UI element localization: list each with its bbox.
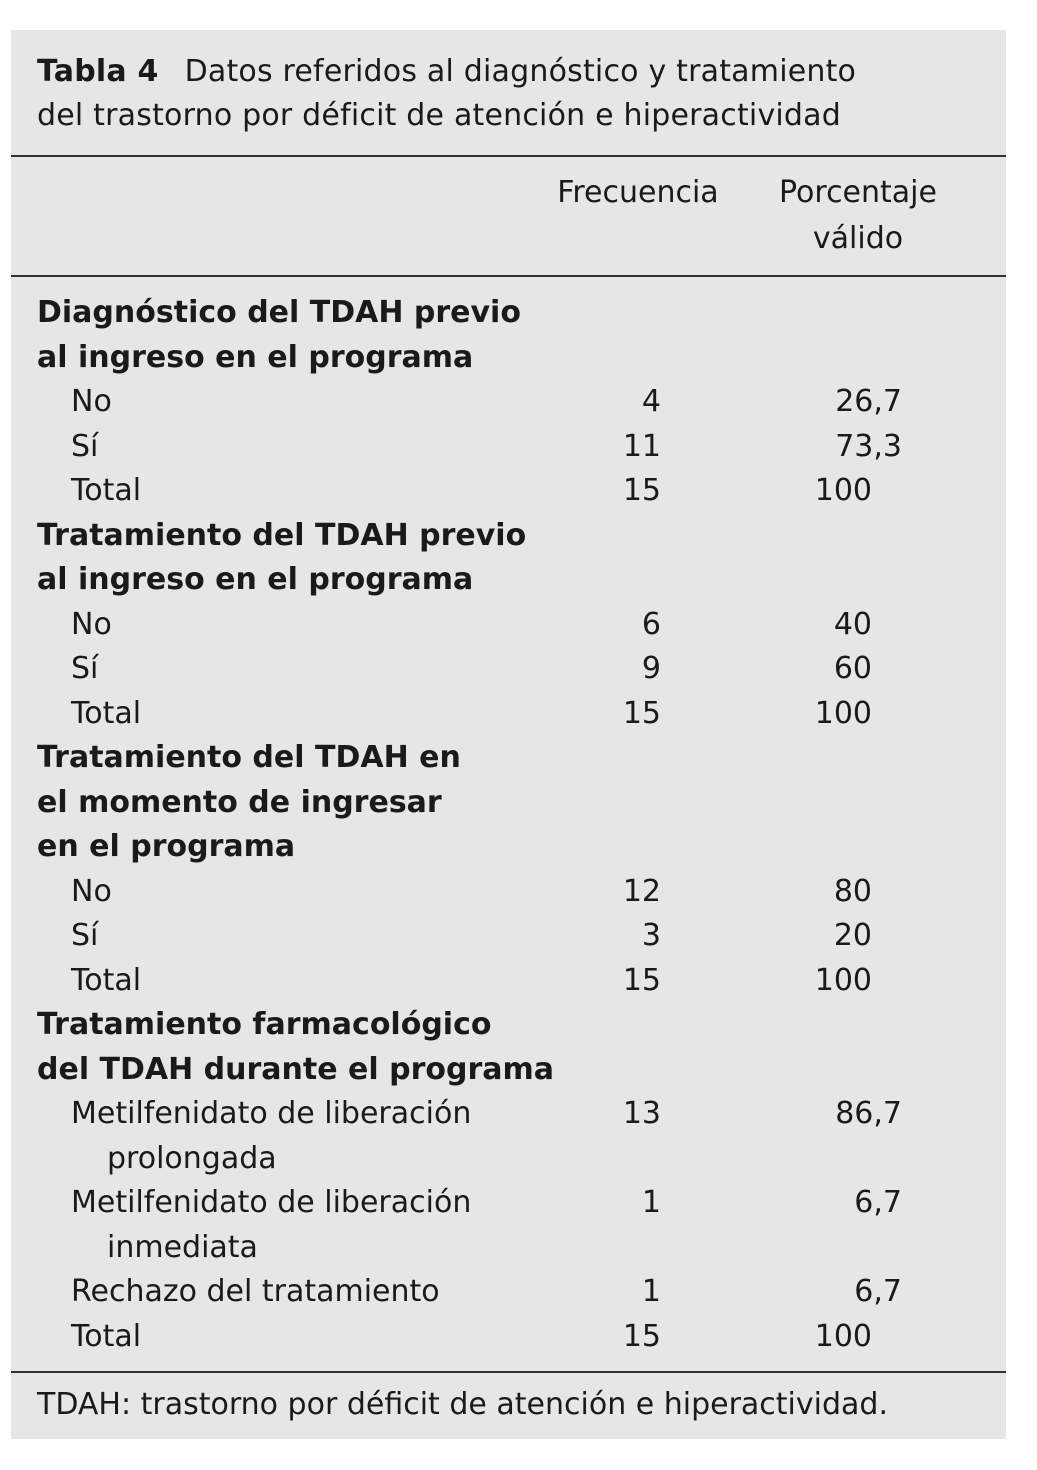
porcentaje-cell: 100 <box>814 473 872 508</box>
row-label: Sí <box>71 428 99 464</box>
frecuencia-cell: 1 <box>641 1274 661 1309</box>
row-label: Tratamiento del TDAH previo <box>37 517 527 553</box>
table-label: Tabla 4 <box>37 54 159 89</box>
section-heading-row <box>11 514 1006 559</box>
table-row <box>11 469 1006 514</box>
caption-text-1: Datos referidos al diagnóstico y tratamiento <box>184 54 857 89</box>
table-panel <box>11 30 1006 1439</box>
section-heading-row <box>11 781 1006 826</box>
row-label: Rechazo del tratamiento <box>71 1274 440 1309</box>
section-heading-row <box>11 1048 1006 1093</box>
table-row <box>11 1226 1006 1271</box>
frecuencia-cell: 15 <box>622 695 661 731</box>
frecuencia-cell: 3 <box>641 918 661 953</box>
section-heading-row <box>11 736 1006 781</box>
table-row <box>11 1092 1006 1137</box>
row-label: Total <box>71 473 142 508</box>
header-frecuencia: Frecuencia <box>557 175 719 210</box>
row-label: el momento de ingresar <box>37 784 442 820</box>
porcentaje-cell: 60 <box>833 651 872 686</box>
porcentaje-cell: 100 <box>814 1318 872 1354</box>
table-row <box>11 1270 1006 1315</box>
row-label: Tratamiento farmacológico <box>37 1007 492 1042</box>
row-label: Total <box>71 962 142 998</box>
porcentaje-cell: 80 <box>833 873 872 909</box>
row-label: Sí <box>71 918 99 953</box>
porcentaje-cell: 20 <box>833 918 872 953</box>
table-row <box>11 870 1006 915</box>
section-heading-row <box>11 336 1006 381</box>
row-label: Diagnóstico del TDAH previo <box>37 295 521 330</box>
table-row <box>11 380 1006 425</box>
row-label: prolongada <box>107 1140 277 1176</box>
row-label: No <box>71 384 112 419</box>
row-label: en el programa <box>37 829 296 864</box>
row-label: No <box>71 873 112 909</box>
bottom-rule <box>11 1371 1006 1373</box>
header-rule <box>11 275 1006 277</box>
frecuencia-cell: 6 <box>641 606 661 642</box>
porcentaje-cell: 73,3 <box>835 428 902 464</box>
section-heading-row <box>11 291 1006 336</box>
table-row <box>11 425 1006 470</box>
section-heading-row <box>11 825 1006 870</box>
frecuencia-cell: 1 <box>641 1185 661 1220</box>
table-row <box>11 1181 1006 1226</box>
header-porcentaje-line-2: válido <box>812 221 904 256</box>
row-label: No <box>71 606 112 642</box>
row-label: al ingreso en el programa <box>37 339 474 375</box>
frecuencia-cell: 9 <box>641 651 661 686</box>
porcentaje-cell: 40 <box>833 606 872 642</box>
frecuencia-cell: 15 <box>622 962 661 998</box>
row-label: Sí <box>71 651 99 686</box>
table-row <box>11 1137 1006 1182</box>
section-heading-row <box>11 1003 1006 1048</box>
porcentaje-cell: 100 <box>814 962 872 998</box>
row-label: Total <box>71 1318 142 1354</box>
table-row <box>11 1315 1006 1360</box>
porcentaje-cell: 6,7 <box>854 1185 902 1220</box>
section-heading-row <box>11 558 1006 603</box>
table-caption <box>37 50 977 138</box>
table-footnote: TDAH: trastorno por déficit de atención e hiperactividad. <box>37 1387 888 1422</box>
row-label: al ingreso en el programa <box>37 562 474 597</box>
frecuencia-cell: 4 <box>641 384 661 419</box>
frecuencia-cell: 15 <box>622 473 661 508</box>
row-label: Metilfenidato de liberación <box>71 1096 472 1131</box>
table-row <box>11 692 1006 737</box>
porcentaje-cell: 26,7 <box>835 384 902 419</box>
row-label: Tratamiento del TDAH en <box>37 740 461 775</box>
table-row <box>11 959 1006 1004</box>
frecuencia-cell: 15 <box>622 1318 661 1354</box>
header-porcentaje-line-1: Porcentaje <box>779 175 937 210</box>
frecuencia-cell: 11 <box>622 428 661 464</box>
row-label: Metilfenidato de liberación <box>71 1185 472 1220</box>
frecuencia-cell: 13 <box>622 1096 661 1131</box>
caption-line-1 <box>37 50 977 94</box>
table-row <box>11 647 1006 692</box>
porcentaje-cell: 6,7 <box>854 1274 902 1309</box>
frecuencia-cell: 12 <box>622 873 661 909</box>
porcentaje-cell: 86,7 <box>835 1096 902 1131</box>
top-rule <box>11 155 1006 157</box>
table-row <box>11 603 1006 648</box>
caption-line-2: del trastorno por déficit de atención e hiperactividad <box>37 98 841 133</box>
header-porcentaje <box>753 170 963 262</box>
row-label: inmediata <box>107 1229 258 1265</box>
porcentaje-cell: 100 <box>814 695 872 731</box>
row-label: del TDAH durante el programa <box>37 1051 555 1087</box>
table-row <box>11 914 1006 959</box>
row-label: Total <box>71 695 142 731</box>
